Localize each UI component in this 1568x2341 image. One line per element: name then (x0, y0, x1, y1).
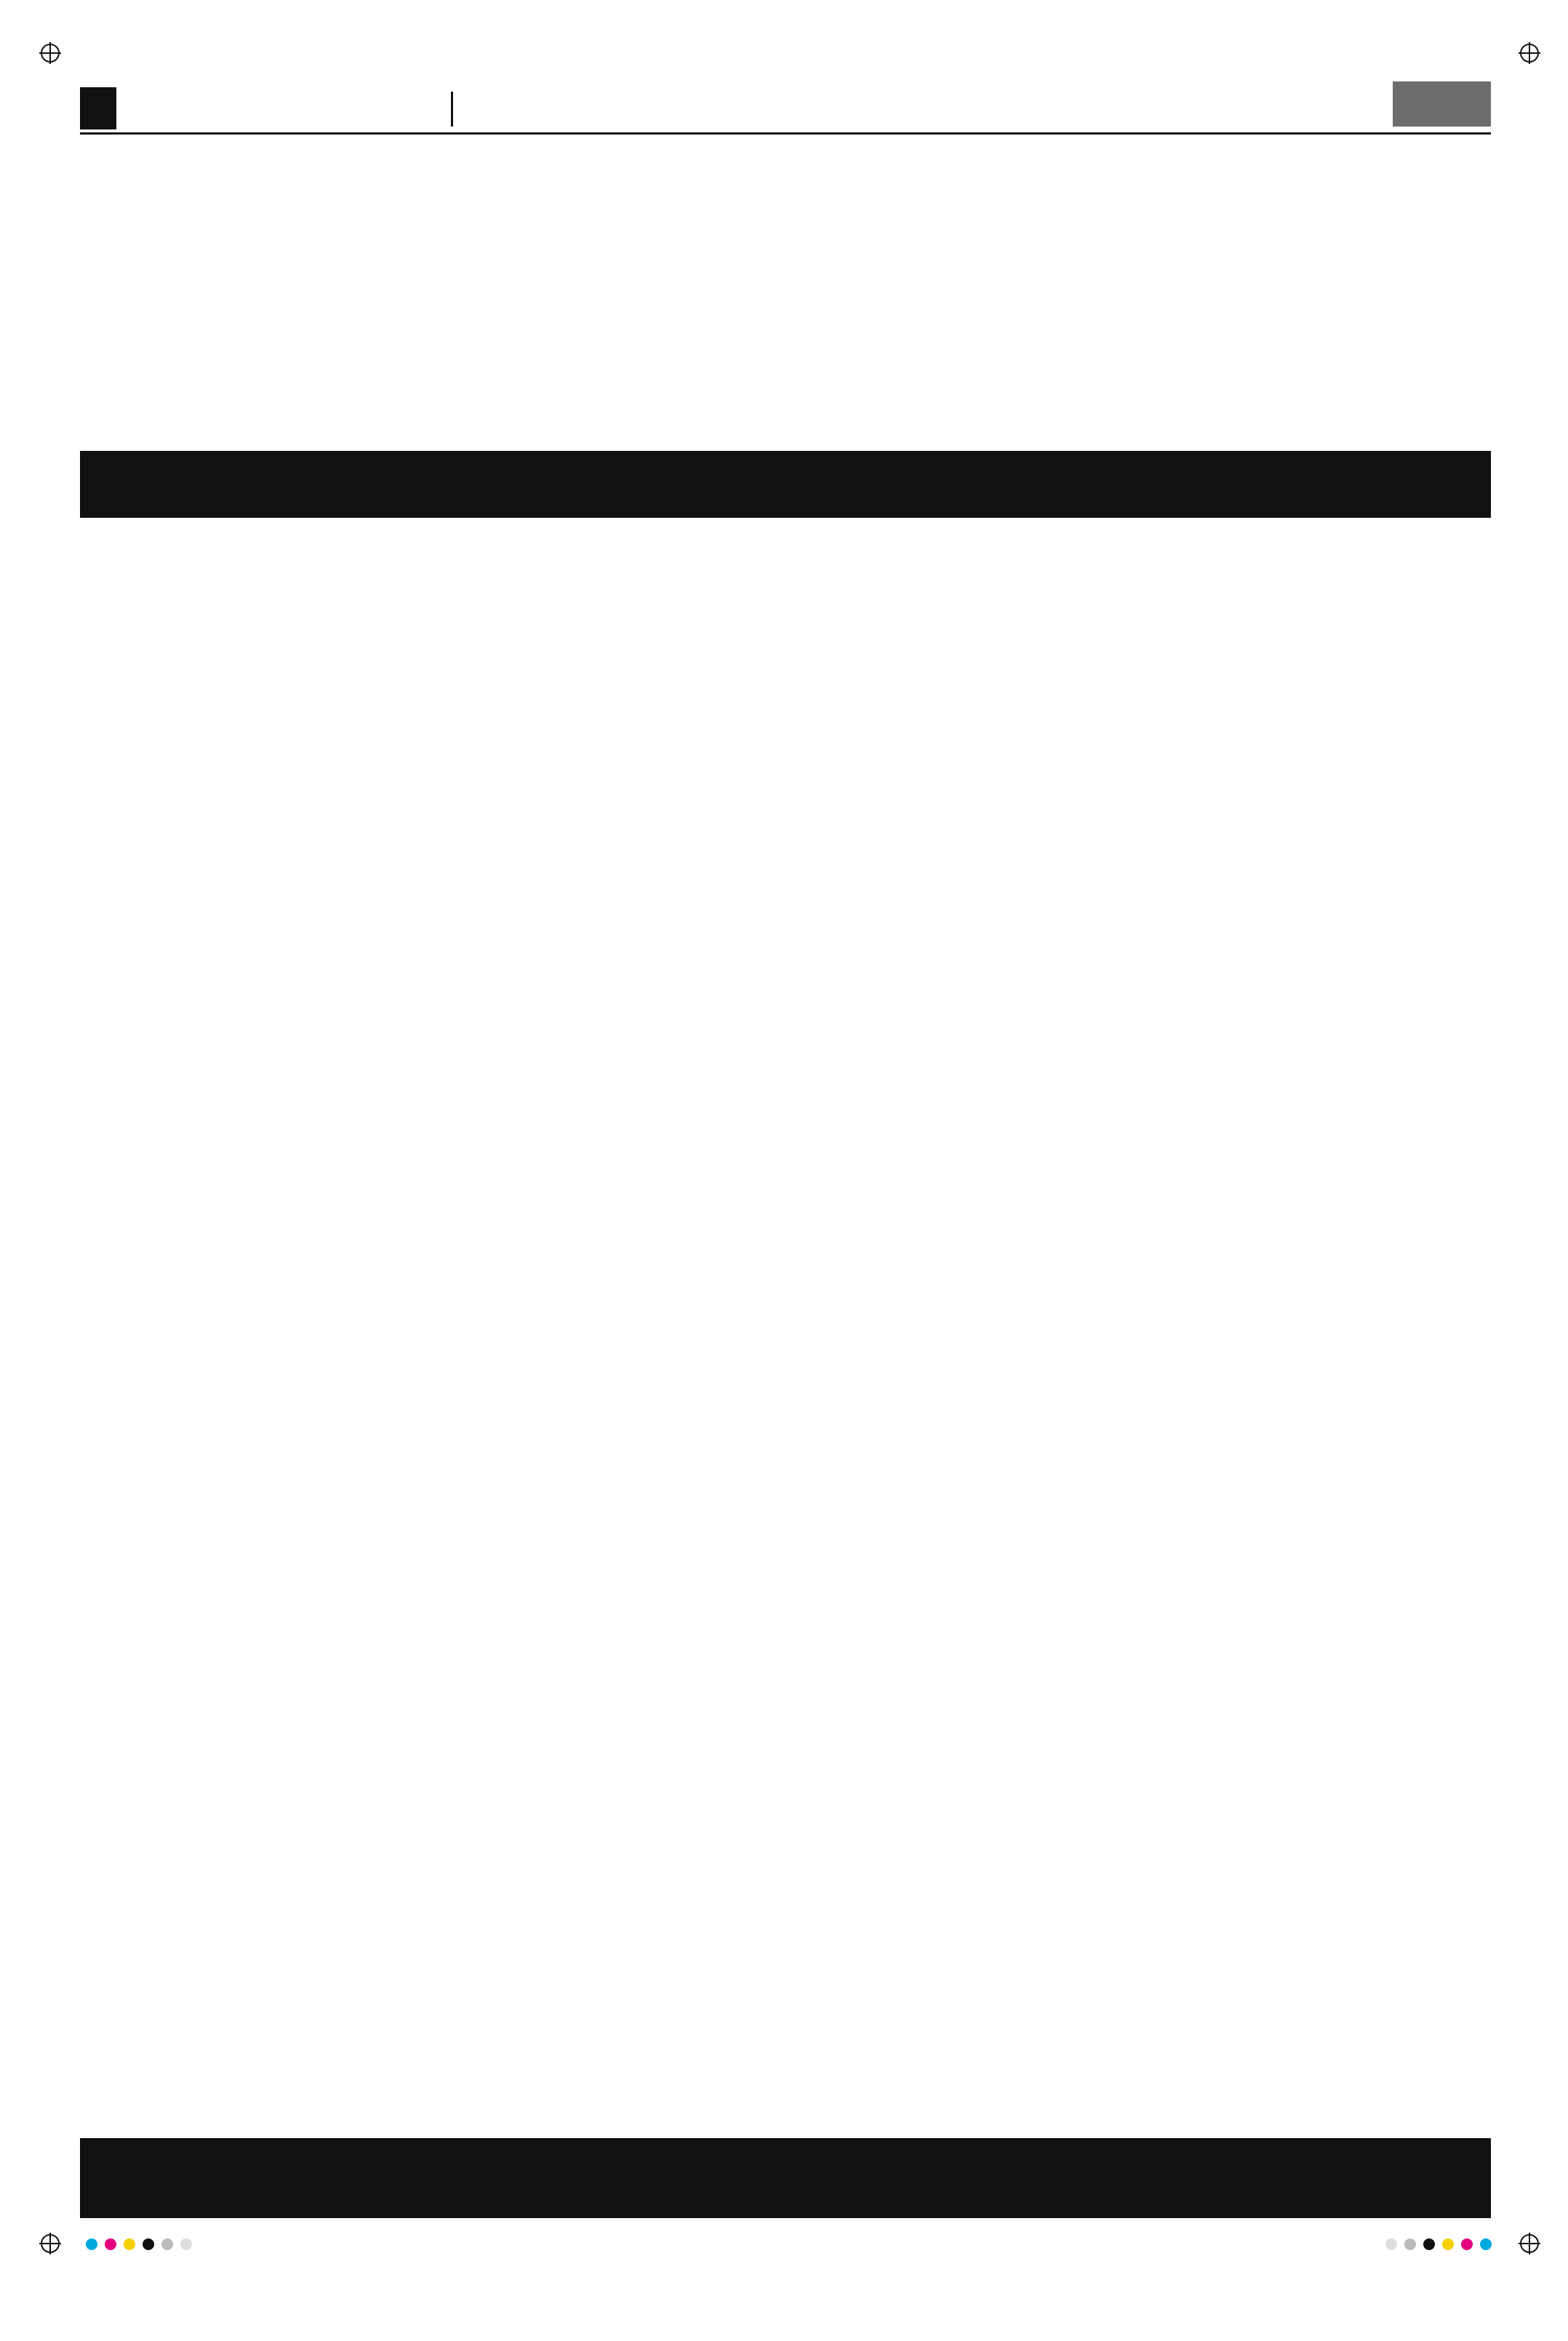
registration-mark-bottom-right (1520, 2234, 1539, 2253)
color-dots-left (86, 2238, 192, 2250)
registration-mark-bottom-left (41, 2234, 60, 2253)
continue-banner (80, 451, 1491, 518)
masthead-divider (451, 92, 453, 127)
registration-mark-top-left (41, 44, 60, 63)
masthead (80, 87, 1491, 135)
continued-stories (80, 527, 1491, 2134)
color-dots-right (1385, 2238, 1492, 2250)
registration-mark-top-right (1520, 44, 1539, 63)
page-number (80, 87, 116, 129)
imprint-footer (80, 2138, 1491, 2218)
section-tag (1393, 81, 1491, 127)
